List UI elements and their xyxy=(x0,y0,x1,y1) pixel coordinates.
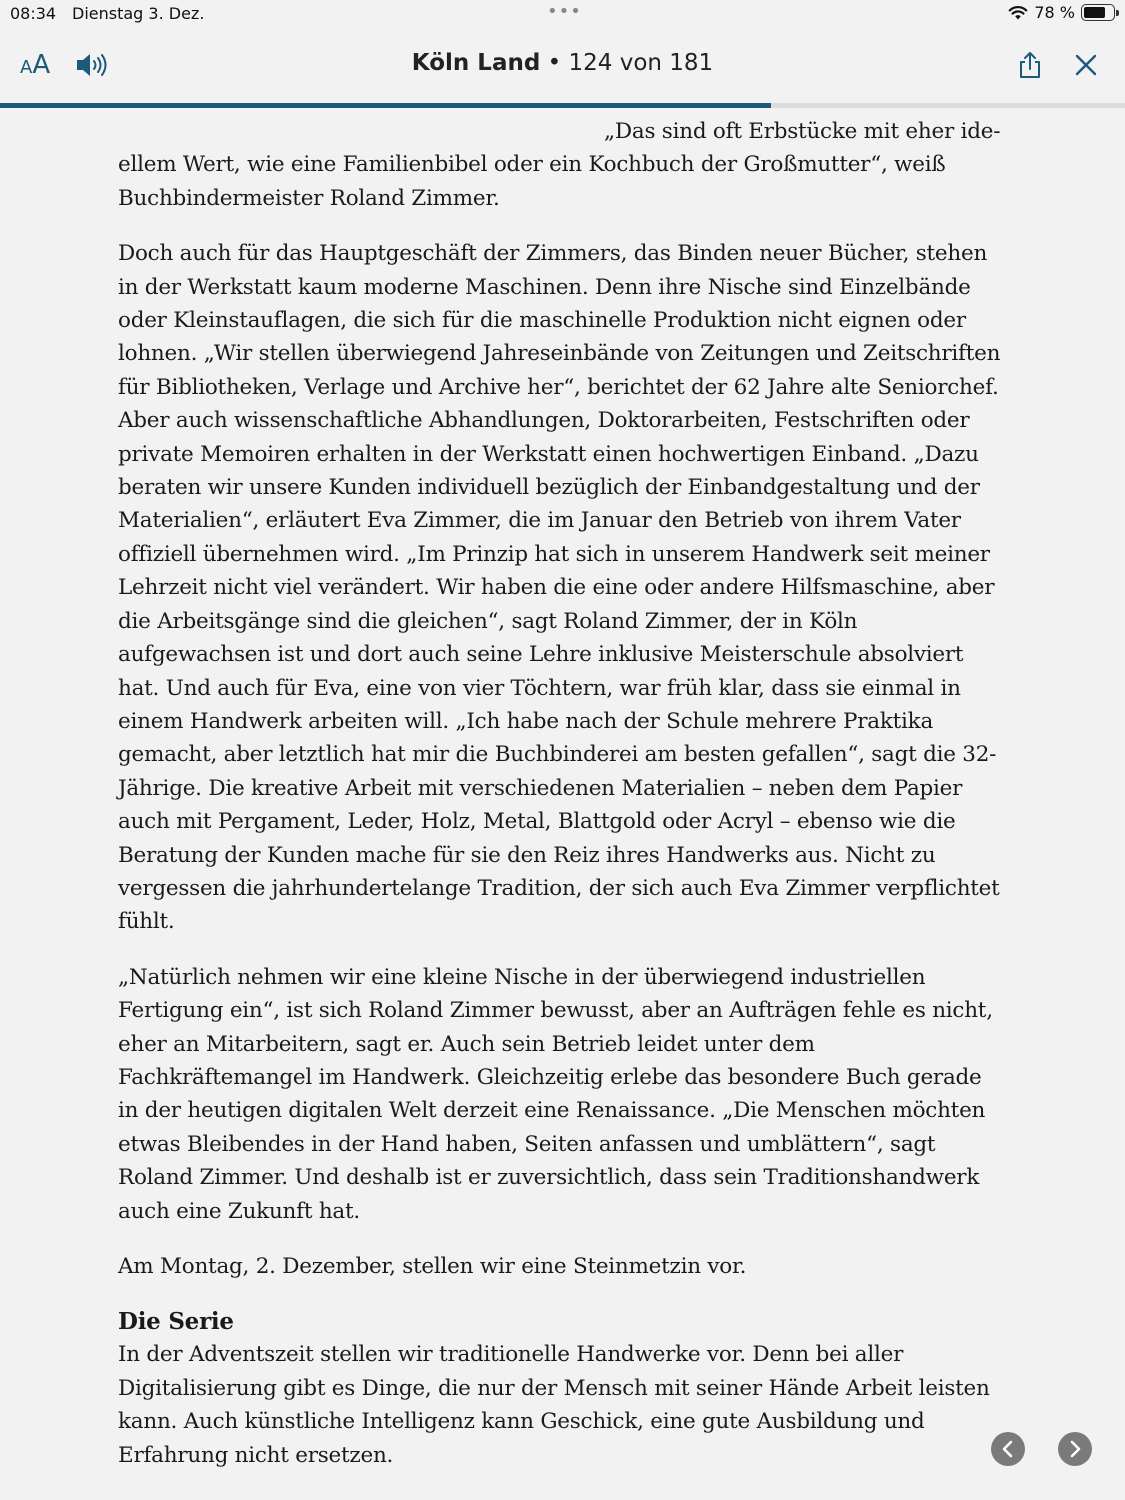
next-page-button[interactable] xyxy=(1058,1432,1092,1466)
status-indicators xyxy=(1008,3,1115,22)
previous-page-button[interactable] xyxy=(991,1432,1025,1466)
status-time: 08:34 xyxy=(10,4,57,23)
series-text: In der Adventszeit stellen wir traditionelle Handwerke vor. Denn bei aller Digitalisierung gibt es Dinge, die nur der Mensch mit seiner Hände Arbeit leisten kann. Auch künstliche Intelligenz kann Geschick, eine gute Ausbildung und Erfahrung nicht ersetzen. xyxy=(118,1342,990,1468)
battery-icon xyxy=(1081,4,1115,21)
article-paragraph-4: Am Montag, 2. Dezember, stellen wir eine Steinmetzin vor. xyxy=(118,1254,747,1279)
article-content xyxy=(118,115,1008,1472)
page-title xyxy=(0,50,1125,76)
close-button[interactable] xyxy=(1073,52,1099,83)
article-paragraph-3: „Natürlich nehmen wir eine kleine Nische in der überwiegend industriellen Fertigung ein“, ist sich Roland Zimmer bewusst, aber an Aufträgen fehle es nicht, eher an Mitarbeitern, sagt er. Auch sein Betrieb leidet unter dem Fachkräftemangel im Handwerk. Gleichzeitig erlebe das besondere Buch gerade in der heutigen digitalen Welt derzeit eine Renaissance. „Die Menschen möchten etwas Bleibendes in der Hand haben, Seiten anfassen und umblättern“, sagt Roland Zimmer. Und deshalb ist er zuversichtlich, dass sein Traditionshandwerk auch eine Zukunft hat. xyxy=(118,964,993,1224)
share-button[interactable] xyxy=(1016,50,1044,85)
reading-progress-fill xyxy=(0,103,771,108)
chevron-left-icon xyxy=(1000,1440,1016,1458)
wifi-icon xyxy=(1008,5,1028,21)
battery-percentage: 78 % xyxy=(1034,3,1075,22)
font-size-small-glyph: A xyxy=(20,57,33,78)
page-indicator: 124 von 181 xyxy=(568,50,714,76)
multitasking-dots-icon[interactable]: ••• xyxy=(547,1,582,22)
font-size-big-glyph: A xyxy=(32,50,51,80)
series-heading: Die Serie xyxy=(118,1308,234,1336)
battery-level xyxy=(1084,7,1105,18)
reader-toolbar xyxy=(0,30,1125,102)
reading-progress-bar xyxy=(0,103,1125,108)
article-paragraph-1: „Das sind oft Erbstücke mit eher ideellem Wert, wie eine Familienbibel oder ein Kochbuch der Großmutter“, weiß Buchbindermeister Roland Zimmer. xyxy=(118,119,1001,211)
status-bar xyxy=(0,0,1125,28)
status-date: Dienstag 3. Dez. xyxy=(72,4,205,23)
chevron-right-icon xyxy=(1067,1440,1083,1458)
close-icon xyxy=(1073,52,1099,78)
share-icon xyxy=(1016,50,1044,80)
section-name: Köln Land xyxy=(411,50,541,76)
article-paragraph-2: Doch auch für das Hauptgeschäft der Zimmers, das Binden neuer Bücher, stehen in der Werkstatt kaum moderne Maschinen. Denn ihre Nische sind Einzelbände oder Kleinstauflagen, die sich für die maschinelle Produktion nicht eignen oder lohnen. „Wir stellen überwiegend Jahreseinbände von Zeitungen und Zeitschriften für Bibliotheken, Verlage und Archive her“, berichtet der 62 Jahre alte Seniorchef. Aber auch wissenschaftliche Abhandlungen, Doktorarbeiten, Festschriften oder private Memoiren erhalten in der Werkstatt einen hochwertigen Einband. „Dazu beraten wir unsere Kunden individuell bezüglich der Einbandgestaltung und der Materialien“, erläutert Eva Zimmer, die im Januar den Betrieb von ihrem Vater offiziell übernehmen wird. „Im Prinzip hat sich in unserem Handwerk seit meiner Lehrzeit nicht viel verändert. Wir haben die eine oder andere Hilfsmaschine, aber die Arbeitsgänge sind die gleichen“, sagt Roland Zimmer, der in Köln aufgewachsen ist und dort auch seine Lehre inklusive Meisterschule absolviert hat. Und auch für Eva, eine von vier Töchtern, war früh klar, dass sie einmal in einem Handwerk arbeiten will. „Ich habe nach der Schule mehrere Praktika gemacht, aber letztlich hat mir die Buchbinderei am besten gefallen“, sagt die 32-Jährige. Die kreative Arbeit mit verschiedenen Materialien – neben dem Papier auch mit Pergament, Leder, Holz, Metal, Blattgold oder Acryl – ebenso wie die Beratung der Kunden mache für sie den Reiz ihres Handwerks aus. Nicht zu vergessen die jahrhundertelange Tradition, der sich auch Eva Zimmer verpflichtet fühlt. xyxy=(118,241,1001,935)
title-separator: • xyxy=(540,50,569,76)
